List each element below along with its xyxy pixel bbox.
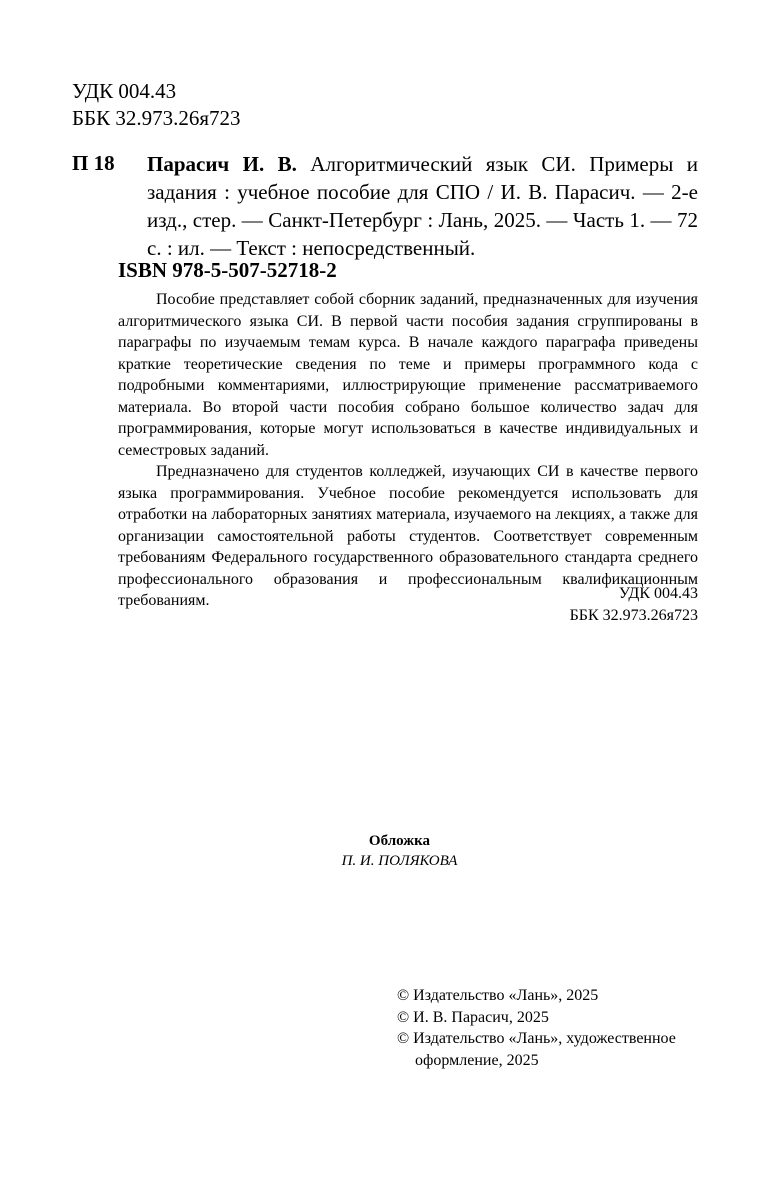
copyright-line: © Издательство «Лань», 2025 (397, 987, 599, 1004)
entry-description: Алгоритмический язык СИ. Примеры и задания : учебное пособие для СПО / И. В. Парасич. — 2-е изд., стер. — Санкт-Петербург : Лань, 2025. — Часть 1. — 72 с. : ил. — Текст : непосредственный. (147, 152, 698, 260)
copyright-line: © Издательство «Лань», художественное оформление, 2025 (397, 1030, 676, 1069)
annotation-paragraph: Пособие представляет собой сборник заданий, предназначенных для изучения алгоритмического языка СИ. В первой части пособия задания сгруппированы в параграфы по изучаемым темам курса. В начале каждого параграфа приведены краткие теоретические сведения по теме и примеры программного кода с подробными комментариями, иллюстрирующие применение рассматриваемого материала. Во второй части пособия собрано большое количество задач для программирования, которые могут использоваться в качестве индивидуальных и семестровых заданий. (118, 291, 698, 459)
cover-label: Обложка (368, 833, 431, 849)
classification-footer (570, 583, 698, 626)
bibliographic-entry (147, 150, 698, 262)
bbk-code-repeat: ББК 32.973.26я723 (569, 606, 698, 624)
annotation (118, 289, 698, 612)
author-mark: П 18 (72, 151, 115, 175)
classification-header (72, 78, 241, 132)
entry-author: Парасич И. В. (147, 152, 297, 176)
annotation-paragraph: Предназначено для студентов колледжей, изучающих СИ в качестве первого языка программирования. Учебное пособие рекомендуется использовать для отработки на лабораторных занятиях материала, изучаемого на лекциях, а также для организации самостоятельной работы студентов. Соответствует современным требованиям Федерального государственного образовательного стандарта среднего профессионального образования и профессиональным квалификационным требованиям. (118, 463, 698, 609)
udk-code: УДК 004.43 (72, 79, 177, 103)
udk-code-repeat: УДК 004.43 (618, 585, 698, 602)
cover-credit (0, 831, 769, 871)
isbn: ISBN 978-5-507-52718-2 (118, 258, 337, 282)
copyright-block (397, 985, 707, 1071)
copyright-line: © И. В. Парасич, 2025 (397, 1008, 549, 1026)
cover-designer: П. И. ПОЛЯКОВА (341, 853, 458, 869)
bbk-code: ББК 32.973.26я723 (72, 106, 241, 130)
